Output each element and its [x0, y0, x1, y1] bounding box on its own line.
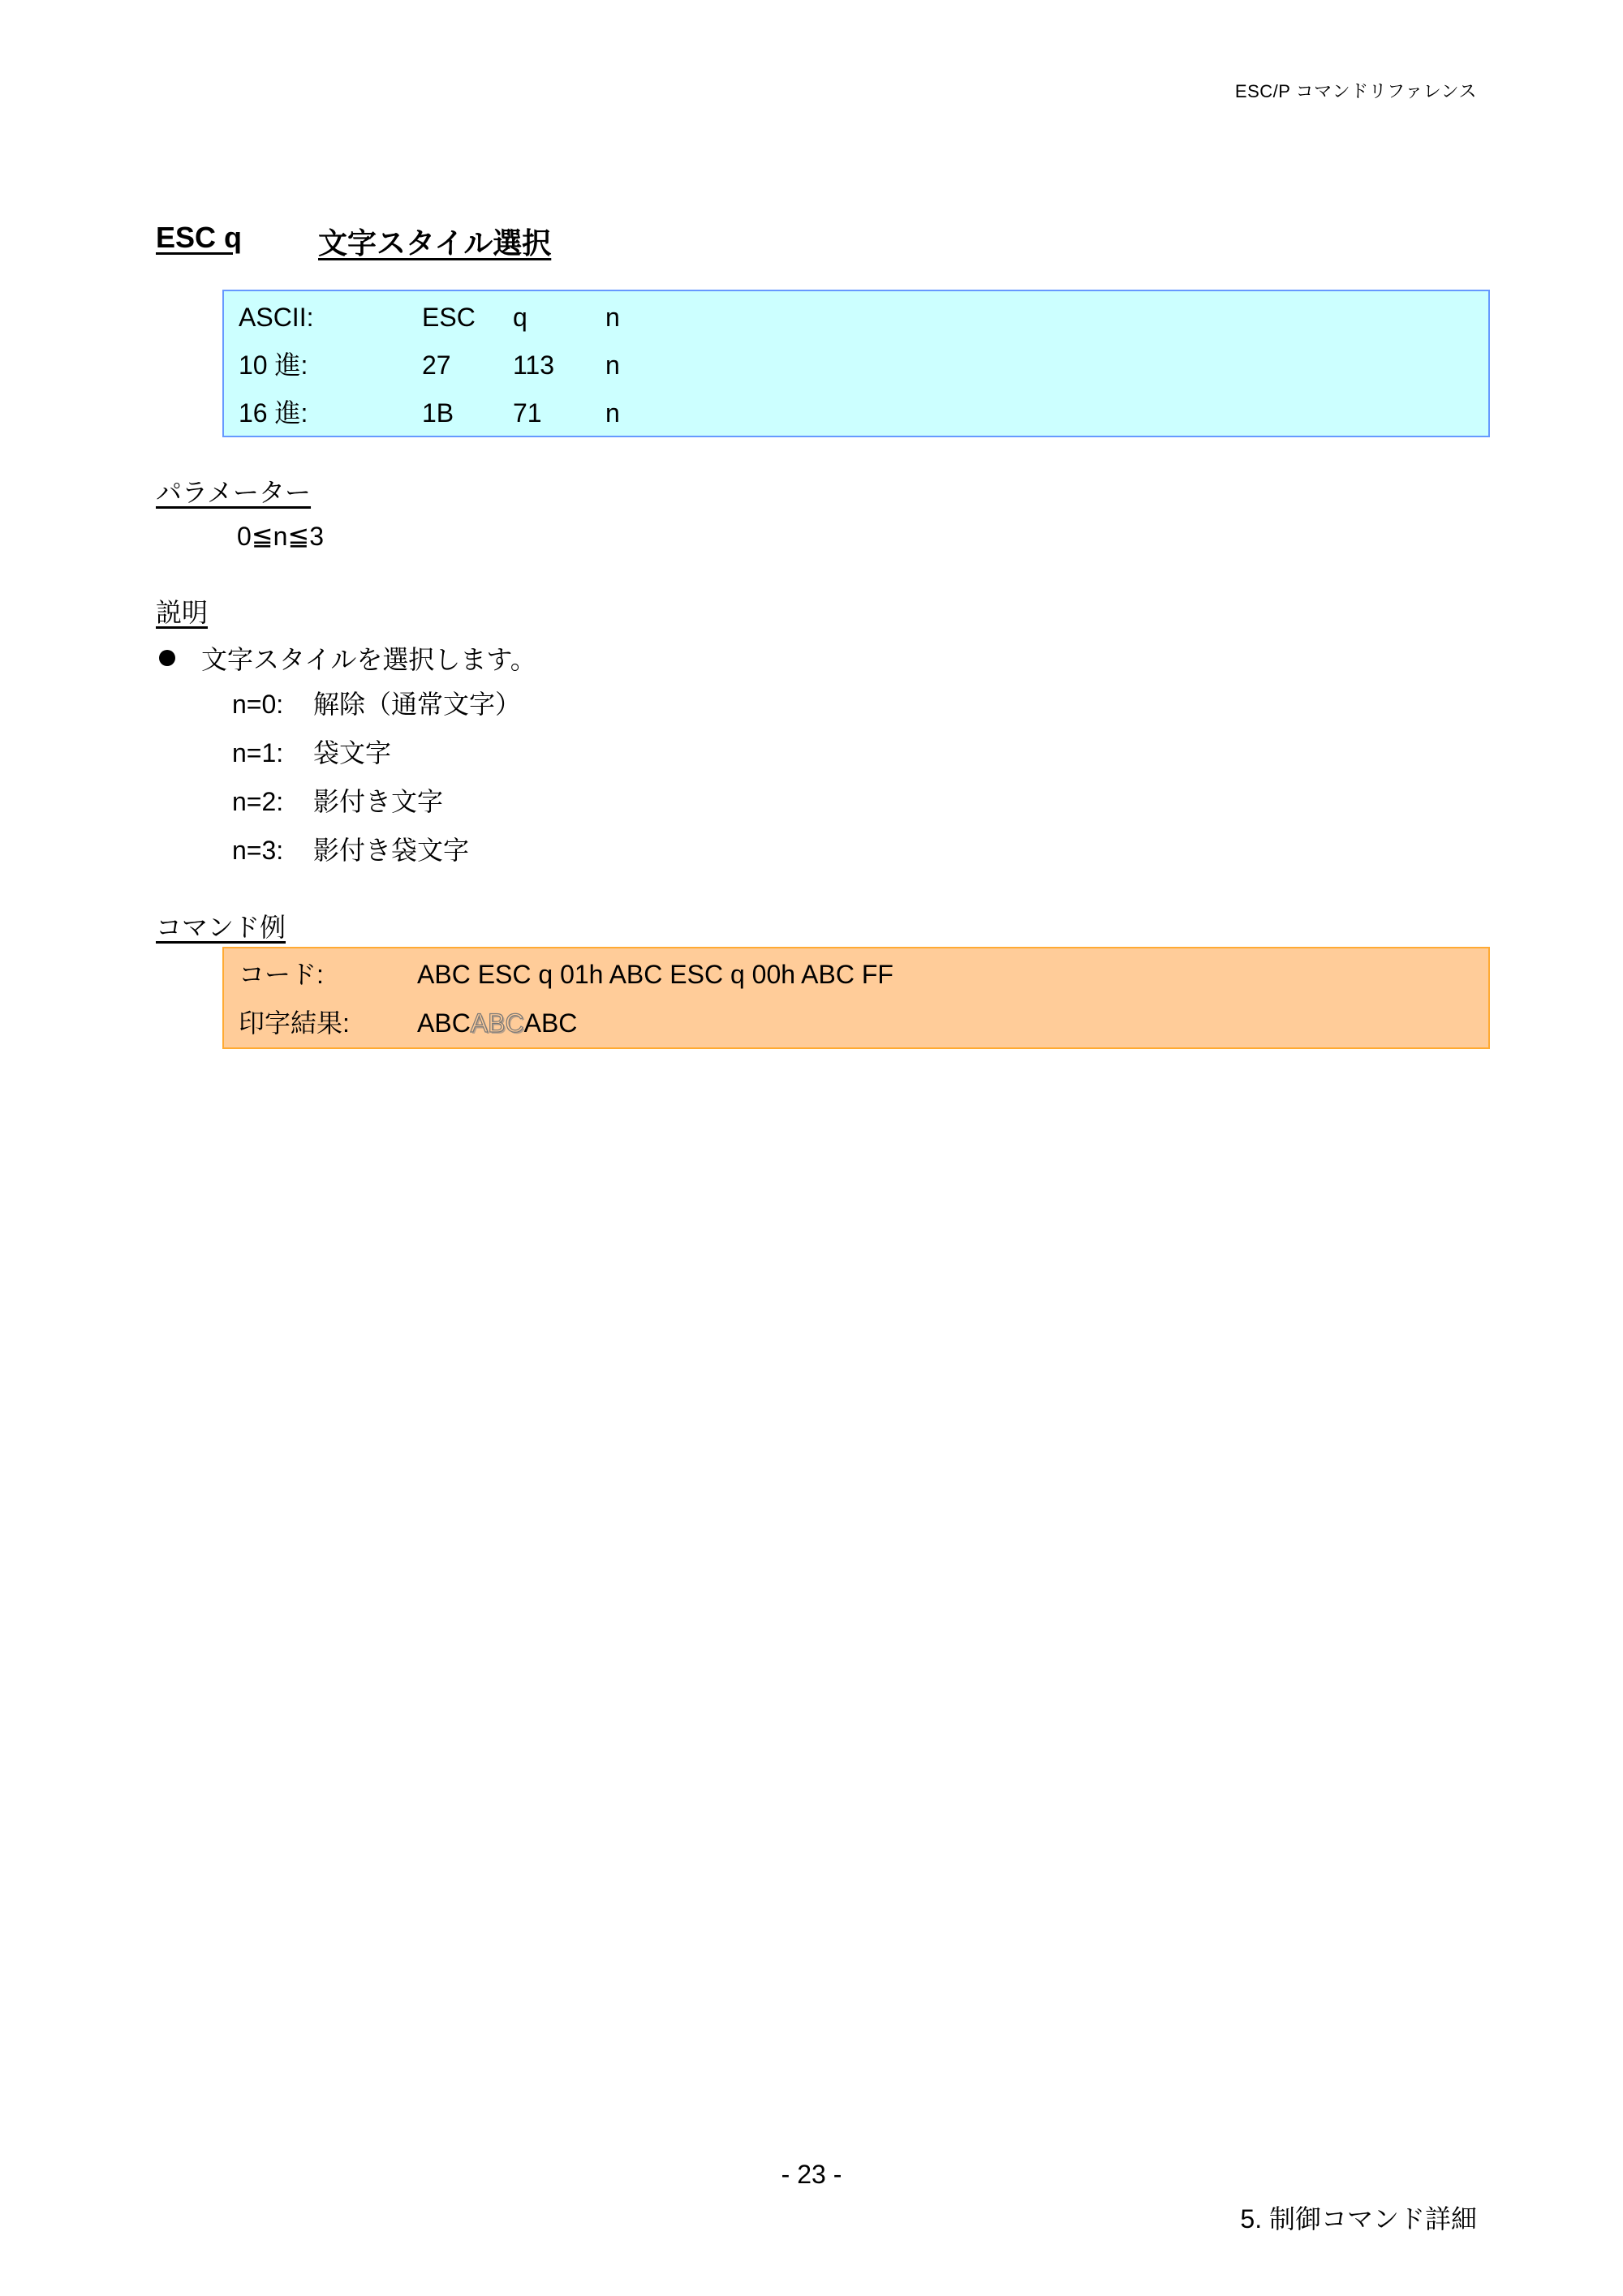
running-header: ESC/P コマンドリファレンス [1234, 81, 1477, 101]
code-label: 10 進: [239, 350, 308, 380]
code-value: n [605, 350, 620, 380]
code-value: 113 [513, 350, 555, 380]
command-name: ESC q [156, 221, 243, 254]
example-code-value: ABC ESC q 01h ABC ESC q 00h ABC FF [417, 960, 893, 989]
page-number: - 23 - [781, 2160, 842, 2189]
code-value: ESC [422, 303, 476, 332]
code-value: 1B [422, 398, 454, 428]
example-heading: コマンド例 [156, 913, 286, 942]
code-value: q [513, 303, 527, 332]
code-label: ASCII: [239, 303, 314, 332]
parameters-heading: パラメーター [156, 478, 312, 507]
result-outlined-text: ABC [470, 1008, 524, 1038]
option-value: 解除（通常文字） [313, 690, 522, 719]
bullet-icon [159, 650, 175, 666]
bullet-text: 文字スタイルを選択します。 [201, 645, 536, 674]
parameter-range: 0≦n≦3 [237, 522, 325, 551]
example-result-label: 印字結果: [239, 1008, 350, 1038]
command-description: 文字スタイル選択 [318, 226, 552, 260]
code-value: 71 [513, 398, 542, 428]
code-value: 27 [422, 350, 451, 380]
option-value: 影付き袋文字 [313, 836, 470, 865]
description-bullet [156, 639, 536, 677]
code-value: n [605, 398, 620, 428]
example-result-value [417, 1007, 577, 1039]
description-heading: 説明 [156, 598, 209, 627]
example-code-label: コード: [239, 960, 324, 989]
option-key: n=0: [232, 690, 284, 719]
code-label: 16 進: [239, 398, 308, 428]
result-normal-text: ABC [523, 1008, 578, 1038]
option-key: n=1: [232, 738, 284, 767]
section-title [156, 221, 551, 262]
option-value: 袋文字 [313, 738, 392, 767]
code-table [222, 290, 1490, 437]
option-key: n=2: [232, 787, 284, 816]
option-value: 影付き文字 [313, 787, 444, 816]
code-value: n [605, 303, 620, 332]
example-box [222, 947, 1490, 1049]
option-key: n=3: [232, 836, 284, 865]
footer-section: 5. 制御コマンド詳細 [1240, 2204, 1477, 2234]
result-normal-text: ABC [417, 1008, 471, 1038]
